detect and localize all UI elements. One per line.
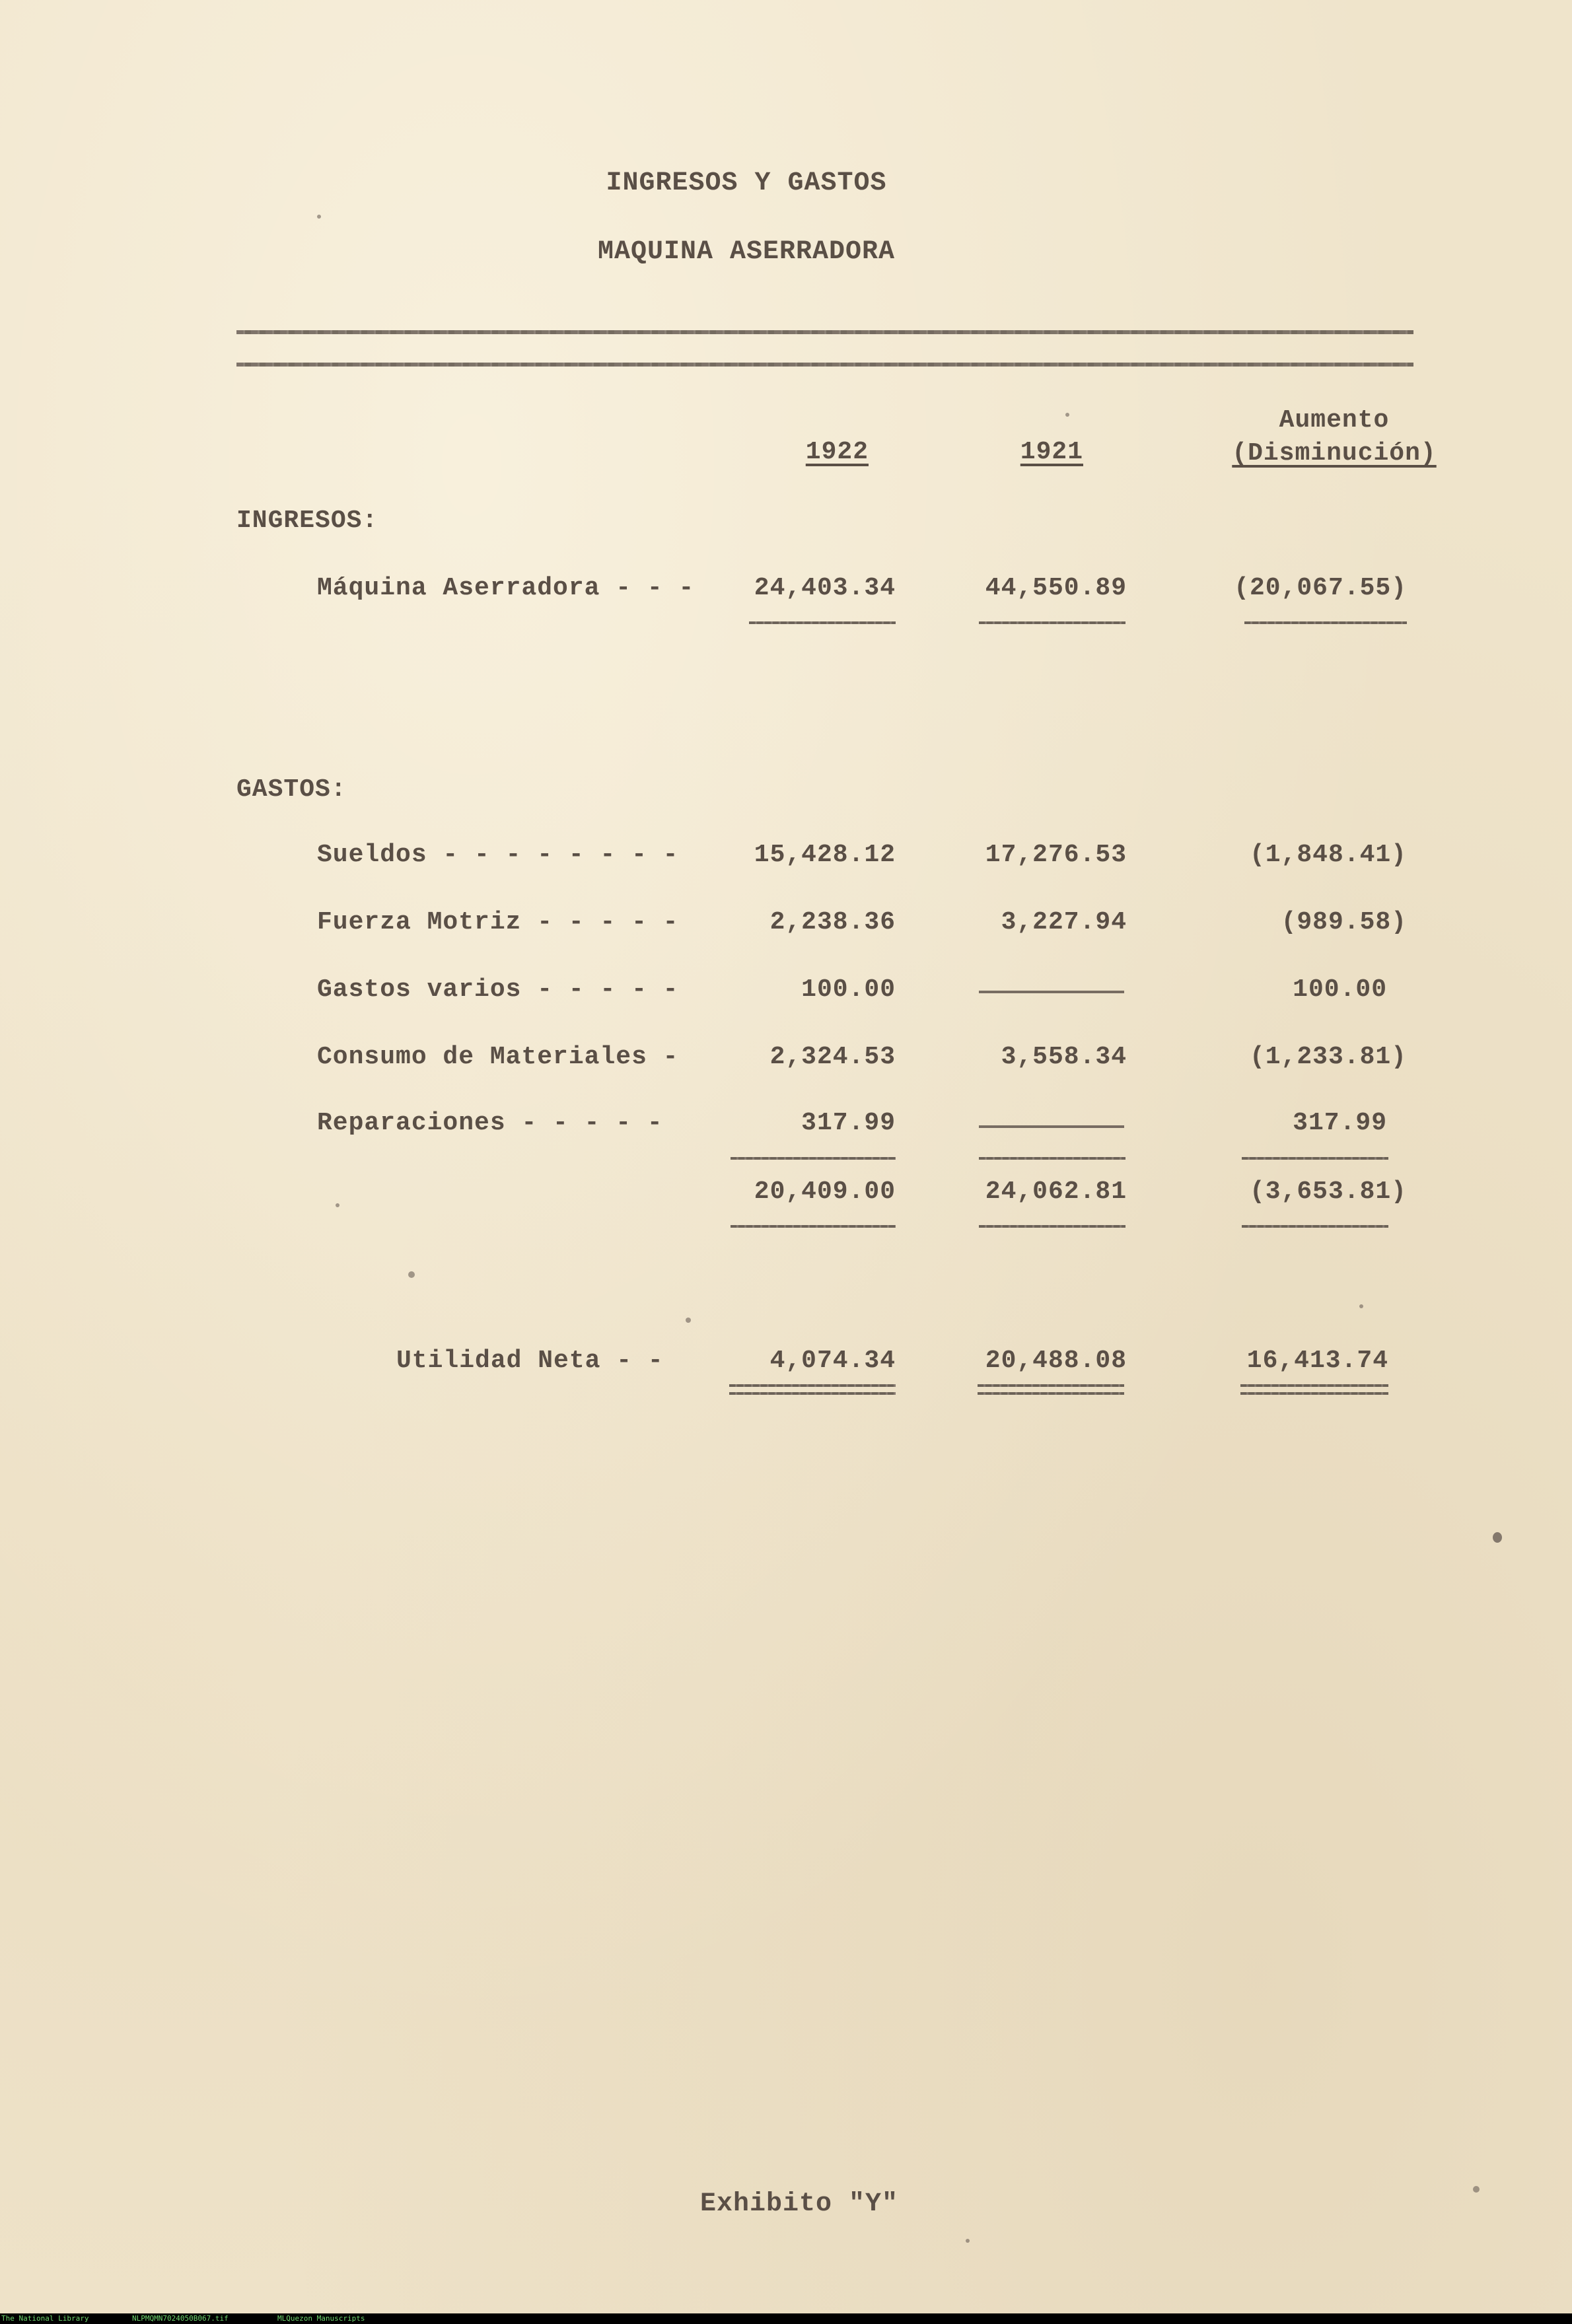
utilidad-double-underline-change-a: [1240, 1384, 1388, 1387]
header-rule-bottom: [236, 363, 1413, 367]
utilidad-double-underline-1922-a: [729, 1384, 896, 1387]
utilidad-double-underline-1922-b: [729, 1392, 896, 1395]
ingresos-underline-change: [1244, 621, 1407, 624]
paper-speck: [966, 2239, 970, 2243]
document-subtitle: MAQUINA ASERRADORA: [597, 237, 896, 267]
utilidad-double-underline-1921-b: [978, 1392, 1124, 1395]
gastos-row-change: 100.00: [1293, 975, 1387, 1004]
utilidad-label: Utilidad Neta - -: [396, 1347, 664, 1375]
gastos-total-underline-change: [1242, 1225, 1388, 1228]
utilidad-1921: 20,488.08: [985, 1347, 1127, 1375]
utilidad-change: 16,413.74: [1246, 1347, 1388, 1375]
column-header-1922: 1922: [805, 438, 869, 466]
gastos-row-1921: 17,276.53: [985, 841, 1127, 869]
column-header-disminucion: (Disminución): [1232, 439, 1437, 468]
paper-speck: [1065, 413, 1069, 417]
gastos-subtotal-underline-1922: [731, 1157, 896, 1160]
header-rule-top: [236, 330, 1413, 334]
gastos-row-label: Gastos varios - - - - -: [317, 975, 679, 1004]
gastos-total-underline-1921: [979, 1225, 1125, 1228]
gastos-total-change: (3,653.81): [1249, 1178, 1407, 1206]
footer-library: The National Library: [1, 2314, 89, 2323]
gastos-subtotal-underline-change: [1242, 1157, 1388, 1160]
gastos-row-1922: 2,238.36: [769, 908, 896, 936]
gastos-row-1922: 100.00: [801, 975, 896, 1004]
ingresos-underline-1922: [749, 621, 896, 624]
utilidad-double-underline-1921-a: [978, 1384, 1124, 1387]
paper-speck: [336, 1203, 339, 1207]
paper-speck: [317, 215, 321, 219]
column-header-aumento: Aumento: [1279, 406, 1390, 435]
paper-speck: [1493, 1532, 1502, 1543]
footer-collection: MLQuezon Manuscripts: [277, 2314, 365, 2323]
paper-speck: [1473, 2186, 1480, 2193]
ingresos-row-1921: 44,550.89: [985, 574, 1127, 602]
paper-speck: [408, 1271, 415, 1278]
gastos-row-1922: 15,428.12: [754, 841, 896, 869]
ingresos-heading: INGRESOS:: [236, 507, 378, 535]
gastos-row-label: Reparaciones - - - - -: [317, 1109, 663, 1137]
ingresos-row-1922: 24,403.34: [754, 574, 896, 602]
gastos-row-label: Sueldos - - - - - - - -: [317, 841, 679, 869]
gastos-row-change: (989.58): [1281, 908, 1407, 936]
ingresos-row-change: (20,067.55): [1234, 574, 1407, 602]
footer-filename: NLPMQMN7024050B067.tif: [132, 2314, 229, 2323]
utilidad-1922: 4,074.34: [769, 1347, 896, 1375]
gastos-row-1921-blank-dash: [979, 1125, 1124, 1128]
utilidad-double-underline-change-b: [1240, 1392, 1388, 1395]
gastos-row-1921: 3,227.94: [1001, 908, 1127, 936]
gastos-row-1921-blank-dash: [979, 991, 1124, 993]
gastos-total-1921: 24,062.81: [985, 1178, 1127, 1206]
paper-speck: [686, 1318, 691, 1323]
gastos-row-change: (1,848.41): [1249, 841, 1407, 869]
gastos-row-1922: 2,324.53: [769, 1043, 896, 1071]
ingresos-underline-1921: [979, 621, 1125, 624]
paper-speck: [1359, 1304, 1363, 1308]
gastos-row-change: 317.99: [1293, 1109, 1387, 1137]
gastos-total-1922: 20,409.00: [754, 1178, 896, 1206]
archive-footer-bar: [0, 2313, 1572, 2324]
gastos-heading: GASTOS:: [236, 775, 347, 804]
gastos-row-1922: 317.99: [801, 1109, 896, 1137]
ingresos-row-label: Máquina Aserradora - - -: [317, 574, 695, 602]
gastos-total-underline-1922: [731, 1225, 896, 1228]
gastos-subtotal-underline-1921: [979, 1157, 1125, 1160]
document-title: INGRESOS Y GASTOS: [606, 168, 887, 198]
gastos-row-label: Fuerza Motriz - - - - -: [317, 908, 679, 936]
gastos-row-change: (1,233.81): [1249, 1043, 1407, 1071]
gastos-row-label: Consumo de Materiales -: [317, 1043, 679, 1071]
exhibit-label: Exhibito "Y": [699, 2189, 899, 2219]
column-header-1921: 1921: [1020, 438, 1083, 466]
gastos-row-1921: 3,558.34: [1001, 1043, 1127, 1071]
